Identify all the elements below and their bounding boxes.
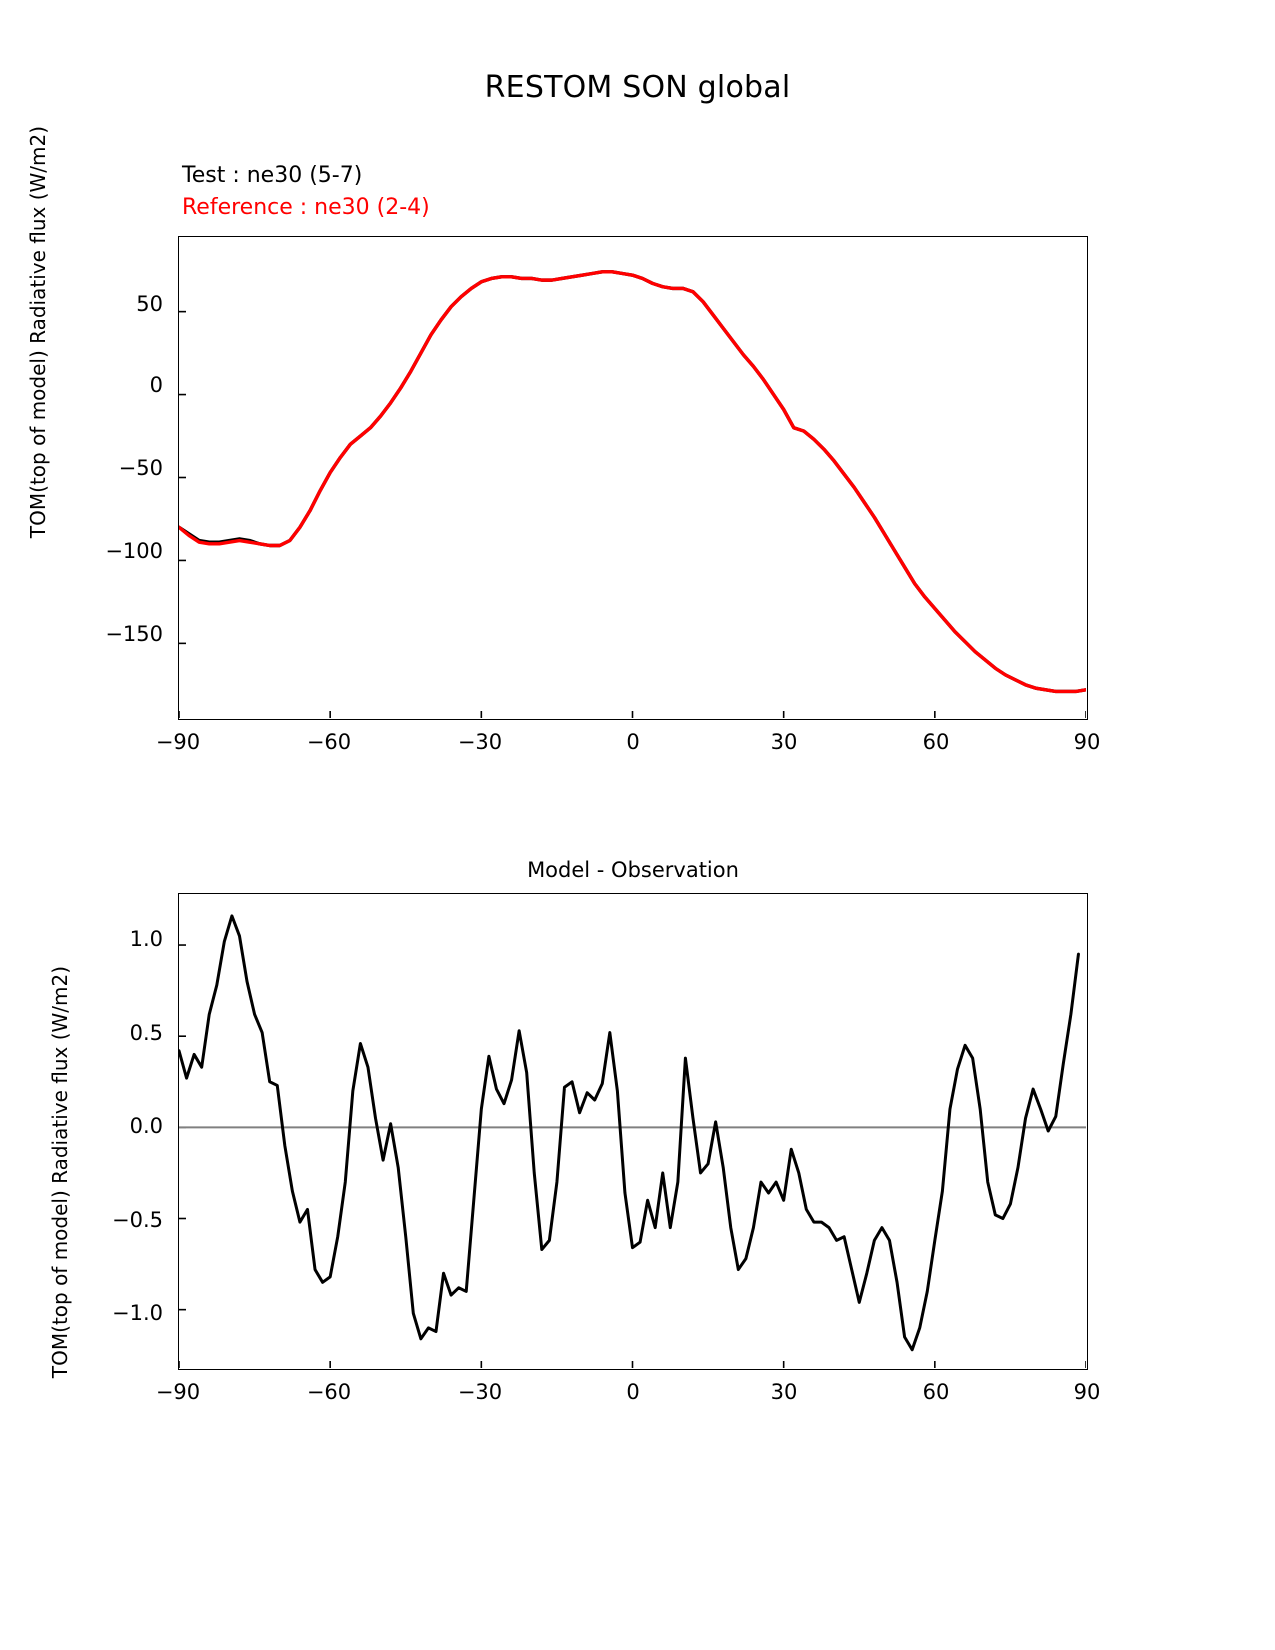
bottom-xtick-30: 30 — [770, 1380, 798, 1404]
bottom-chart-ylabel: TOM(top of model) Radiative flux (W/m2) — [48, 965, 72, 1379]
page-title: RESTOM SON global — [484, 70, 791, 105]
top-chart-ylabel: TOM(top of model) Radiative flux (W/m2) — [26, 125, 50, 539]
bottom-ytick-0p0: 0.0 — [129, 1114, 163, 1138]
bottom-ytick-neg1p0: −1.0 — [112, 1301, 163, 1325]
top-ytick-neg150: −150 — [105, 622, 163, 646]
bottom-chart-svg — [179, 894, 1086, 1368]
top-ytick-0: 0 — [149, 373, 163, 397]
top-chart-svg — [179, 237, 1086, 718]
top-ytick-50: 50 — [136, 292, 163, 316]
top-ytick-neg100: −100 — [105, 539, 163, 563]
legend — [182, 160, 430, 224]
top-chart-plot-area — [178, 236, 1088, 720]
top-xtick-30: 30 — [770, 730, 798, 754]
bottom-chart-plot-area — [178, 893, 1088, 1370]
bottom-xtick-60: 60 — [922, 1380, 950, 1404]
top-xtick-60: 60 — [922, 730, 950, 754]
bottom-ytick-neg0p5: −0.5 — [112, 1208, 163, 1232]
bottom-xtick-90: 90 — [1073, 1380, 1101, 1404]
bottom-chart-title: Model - Observation — [527, 858, 739, 882]
bottom-xtick-neg30: −30 — [457, 1380, 503, 1404]
bottom-ytick-0p5: 0.5 — [129, 1021, 163, 1045]
top-xtick-neg30: −30 — [457, 730, 503, 754]
bottom-ytick-1p0: 1.0 — [129, 927, 163, 951]
top-xtick-90: 90 — [1073, 730, 1101, 754]
top-xtick-neg60: −60 — [306, 730, 352, 754]
top-xtick-0: 0 — [626, 730, 640, 754]
legend-entry-test: Test : ne30 (5-7) — [182, 163, 363, 188]
top-xtick-neg90: −90 — [155, 730, 201, 754]
bottom-xtick-neg60: −60 — [306, 1380, 352, 1404]
bottom-xtick-neg90: −90 — [155, 1380, 201, 1404]
bottom-xtick-0: 0 — [626, 1380, 640, 1404]
legend-entry-reference: Reference : ne30 (2-4) — [182, 195, 430, 220]
top-ytick-neg50: −50 — [118, 456, 163, 480]
